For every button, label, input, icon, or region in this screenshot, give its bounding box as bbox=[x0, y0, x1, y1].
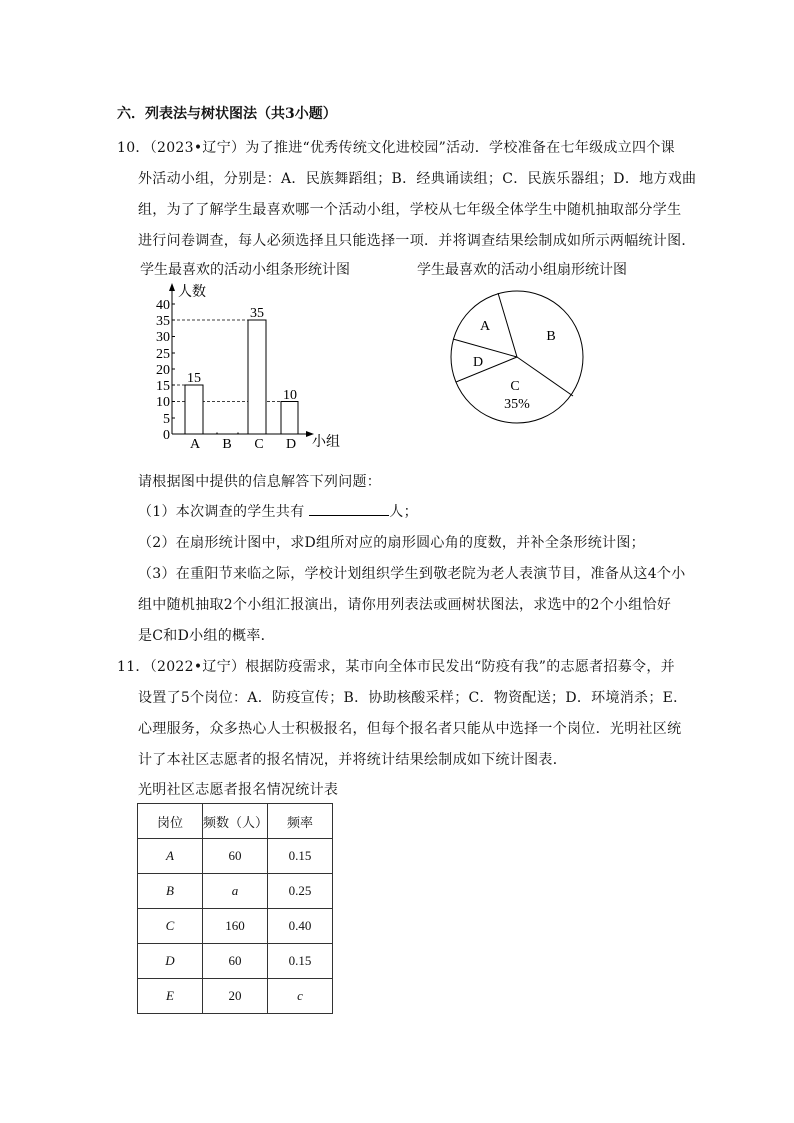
table-cell: E bbox=[138, 979, 203, 1014]
header-cell: 岗位 bbox=[138, 804, 203, 839]
svg-text:25: 25 bbox=[156, 347, 170, 362]
q10-line-4: 进行问卷调查，每人必须选择且只能选择一项．并将调查结果绘制成如所示两幅统计图． bbox=[138, 233, 696, 249]
pie-label-C-percent: 35% bbox=[504, 397, 530, 412]
q10-line-2: 外活动小组，分别是：A．民族舞蹈组；B．经典诵读组；C．民族乐器组；D．地方戏曲 bbox=[138, 171, 697, 187]
q10-sub3-line-3: 是C和D小组的概率． bbox=[138, 628, 275, 644]
q10-sub1-text: （1）本次调查的学生共有 bbox=[138, 504, 305, 520]
q11-line-4: 计了本社区志愿者的报名情况，并将统计结果绘制成如下统计图表． bbox=[138, 752, 567, 768]
q10-sub1-suffix: 人； bbox=[389, 504, 418, 520]
pie-chart-title: 学生最喜欢的活动小组扇形统计图 bbox=[417, 262, 627, 278]
table-cell: A bbox=[138, 839, 203, 874]
y-axis-label: 人数 bbox=[178, 285, 206, 300]
q11-line-2: 设置了5个岗位：A．防疫宣传；B．协助核酸采样；C．物资配送；D．环境消杀；E． bbox=[138, 690, 688, 706]
header-cell: 频数（人） bbox=[203, 804, 268, 839]
bar-chart bbox=[130, 278, 370, 453]
table-title: 光明社区志愿者报名情况统计表 bbox=[138, 782, 339, 798]
svg-text:20: 20 bbox=[156, 363, 170, 378]
svg-text:5: 5 bbox=[163, 412, 170, 427]
table-header-row bbox=[138, 804, 333, 839]
table-cell: 60 bbox=[203, 944, 268, 979]
table-row bbox=[138, 909, 333, 944]
table-cell: B bbox=[138, 874, 203, 909]
pie-chart bbox=[440, 285, 600, 435]
answer-blank[interactable] bbox=[309, 503, 389, 516]
table-cell: 0.15 bbox=[268, 839, 333, 874]
y-tick-labels bbox=[156, 298, 170, 443]
q10-sub3-line-2: 组中随机抽取2个小组汇报演出，请你用列表法或画树状图法，求选中的2个小组恰好 bbox=[138, 597, 672, 613]
svg-text:15: 15 bbox=[156, 379, 170, 394]
q10-line-1: 10．（2023•辽宁）为了推进“优秀传统文化进校园”活动．学校准备在七年级成立四个课 bbox=[117, 140, 675, 156]
svg-text:15: 15 bbox=[187, 371, 201, 386]
table-row bbox=[138, 944, 333, 979]
x-axis-label: 小组 bbox=[312, 435, 340, 450]
table-cell: 20 bbox=[203, 979, 268, 1014]
q11-line-3: 心理服务，众多热心人士积极报名，但每个报名者只能从中选择一个岗位．光明社区统 bbox=[138, 721, 682, 737]
svg-text:C: C bbox=[254, 437, 264, 452]
bar-A bbox=[185, 385, 203, 434]
svg-text:40: 40 bbox=[156, 298, 170, 313]
bar-C bbox=[248, 320, 266, 434]
table-row bbox=[138, 979, 333, 1014]
header-cell: 频率 bbox=[268, 804, 333, 839]
y-axis-arrow-icon bbox=[169, 283, 175, 291]
table-cell: D bbox=[138, 944, 203, 979]
table-cell: 0.40 bbox=[268, 909, 333, 944]
q10-line-3: 组，为了了解学生最喜欢哪一个活动小组，学校从七年级全体学生中随机抽取部分学生 bbox=[138, 202, 682, 218]
svg-text:35: 35 bbox=[156, 314, 170, 329]
table-cell: c bbox=[268, 979, 333, 1014]
table-cell: 0.15 bbox=[268, 944, 333, 979]
svg-text:35: 35 bbox=[250, 306, 264, 321]
q10-sub1 bbox=[138, 501, 418, 521]
pie-label-B: B bbox=[546, 329, 556, 344]
table-cell: 0.25 bbox=[268, 874, 333, 909]
table-row bbox=[138, 874, 333, 909]
q10-prompt: 请根据图中提供的信息解答下列问题： bbox=[138, 474, 382, 490]
svg-text:B: B bbox=[222, 437, 232, 452]
table-cell: 160 bbox=[203, 909, 268, 944]
bar-D bbox=[281, 402, 298, 435]
q10-sub2: （2）在扇形统计图中，求D组所对应的扇形圆心角的度数，并补全条形统计图； bbox=[138, 535, 645, 551]
q11-line-1: 11．（2022•辽宁）根据防疫需求，某市向全体市民发出“防疫有我”的志愿者招募令，并 bbox=[117, 659, 675, 675]
pie-label-C: C bbox=[510, 379, 520, 394]
table-cell: C bbox=[138, 909, 203, 944]
table-cell: 60 bbox=[203, 839, 268, 874]
bar-chart-title: 学生最喜欢的活动小组条形统计图 bbox=[140, 262, 350, 278]
section-title: 六．列表法与树状图法（共3小题） bbox=[117, 106, 337, 122]
svg-text:D: D bbox=[285, 437, 297, 452]
pie-label-A: A bbox=[479, 319, 491, 334]
table-row bbox=[138, 839, 333, 874]
pie-label-D: D bbox=[472, 355, 484, 370]
svg-text:10: 10 bbox=[283, 388, 297, 403]
stats-table bbox=[137, 803, 333, 1014]
table-cell: a bbox=[203, 874, 268, 909]
svg-text:10: 10 bbox=[156, 395, 170, 410]
svg-text:30: 30 bbox=[156, 330, 170, 345]
x-tick-labels bbox=[190, 437, 296, 452]
q10-sub3-line-1: （3）在重阳节来临之际，学校计划组织学生到敬老院为老人表演节目，准备从这4个小 bbox=[138, 566, 686, 582]
svg-text:A: A bbox=[189, 437, 201, 452]
svg-text:0: 0 bbox=[163, 428, 170, 443]
